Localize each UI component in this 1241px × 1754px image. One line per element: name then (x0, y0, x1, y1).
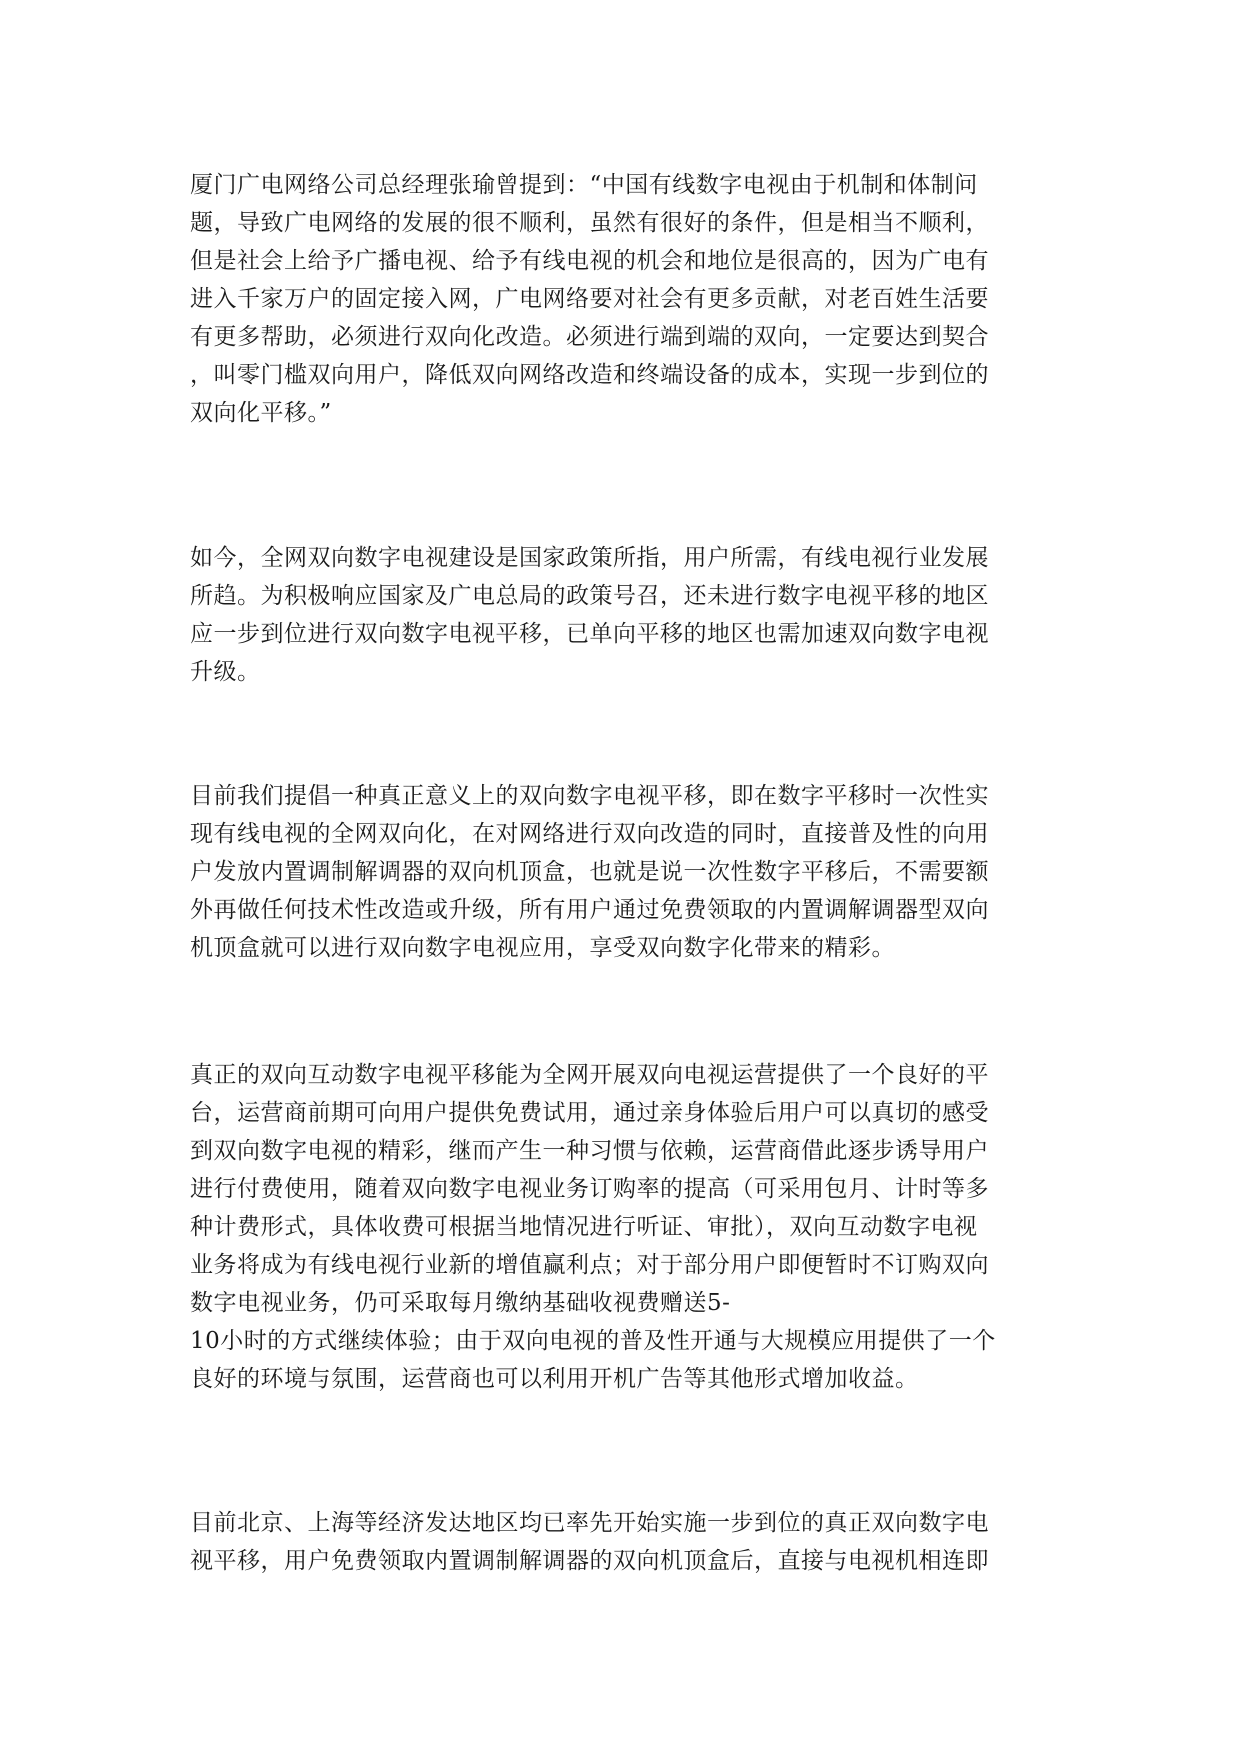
paragraph-line: 机顶盒就可以进行双向数字电视应用，享受双向数字化带来的精彩。 (190, 935, 895, 961)
paragraph-line: 数字电视业务，仍可采取每月缴纳基础收视费赠送5- (190, 1290, 731, 1316)
paragraph-line: 厦门广电网络公司总经理张瑜曾提到：“中国有线数字电视由于机制和体制问 (190, 172, 978, 198)
paragraph-2 (190, 539, 1050, 691)
paragraph-line: ，叫零门槛双向用户，降低双向网络改造和终端设备的成本，实现一步到位的 (190, 362, 989, 388)
paragraph-line: 现有线电视的全网双向化，在对网络进行双向改造的同时，直接普及性的向用 (190, 821, 989, 847)
paragraph-line: 外再做任何技术性改造或升级，所有用户通过免费领取的内置调解调器型双向 (190, 897, 989, 923)
paragraph-line: 进入千家万户的固定接入网，广电网络要对社会有更多贡献，对老百姓生活要 (190, 286, 989, 312)
paragraph-line: 业务将成为有线电视行业新的增值赢利点；对于部分用户即便暂时不订购双向 (190, 1252, 989, 1278)
paragraph-line: 如今，全网双向数字电视建设是国家政策所指，用户所需，有线电视行业发展 (190, 545, 989, 571)
paragraph-line: 双向化平移。” (190, 400, 332, 426)
paragraph-line: 台，运营商前期可向用户提供免费试用，通过亲身体验后用户可以真切的感受 (190, 1100, 989, 1126)
paragraph-4 (190, 1056, 1050, 1398)
paragraph-5 (190, 1504, 1050, 1580)
paragraph-line: 应一步到位进行双向数字电视平移，已单向平移的地区也需加速双向数字电视 (190, 621, 989, 647)
paragraph-line: 到双向数字电视的精彩，继而产生一种习惯与依赖，运营商借此逐步诱导用户 (190, 1138, 989, 1164)
paragraph-line: 真正的双向互动数字电视平移能为全网开展双向电视运营提供了一个良好的平 (190, 1062, 989, 1088)
paragraph-line: 户发放内置调制解调器的双向机顶盒，也就是说一次性数字平移后，不需要额 (190, 859, 989, 885)
paragraph-1 (190, 166, 1050, 432)
paragraph-line: 但是社会上给予广播电视、给予有线电视的机会和地位是很高的，因为广电有 (190, 248, 989, 274)
paragraph-line: 目前北京、上海等经济发达地区均已率先开始实施一步到位的真正双向数字电 (190, 1510, 989, 1536)
paragraph-line: 种计费形式，具体收费可根据当地情况进行听证、审批），双向互动数字电视 (190, 1214, 978, 1240)
paragraph-line: 视平移，用户免费领取内置调制解调器的双向机顶盒后，直接与电视机相连即 (190, 1548, 989, 1574)
paragraph-line: 有更多帮助，必须进行双向化改造。必须进行端到端的双向，一定要达到契合 (190, 324, 989, 350)
paragraph-line: 目前我们提倡一种真正意义上的双向数字电视平移，即在数字平移时一次性实 (190, 783, 989, 809)
paragraph-line: 所趋。为积极响应国家及广电总局的政策号召，还未进行数字电视平移的地区 (190, 583, 989, 609)
paragraph-line: 良好的环境与氛围，运营商也可以利用开机广告等其他形式增加收益。 (190, 1366, 919, 1392)
paragraph-3 (190, 777, 1050, 967)
paragraph-line: 升级。 (190, 659, 261, 685)
paragraph-line: 10小时的方式继续体验；由于双向电视的普及性开通与大规模应用提供了一个 (190, 1328, 996, 1354)
paragraph-line: 题，导致广电网络的发展的很不顺利，虽然有很好的条件，但是相当不顺利， (190, 210, 989, 236)
paragraph-line: 进行付费使用，随着双向数字电视业务订购率的提高（可采用包月、计时等多 (190, 1176, 989, 1202)
